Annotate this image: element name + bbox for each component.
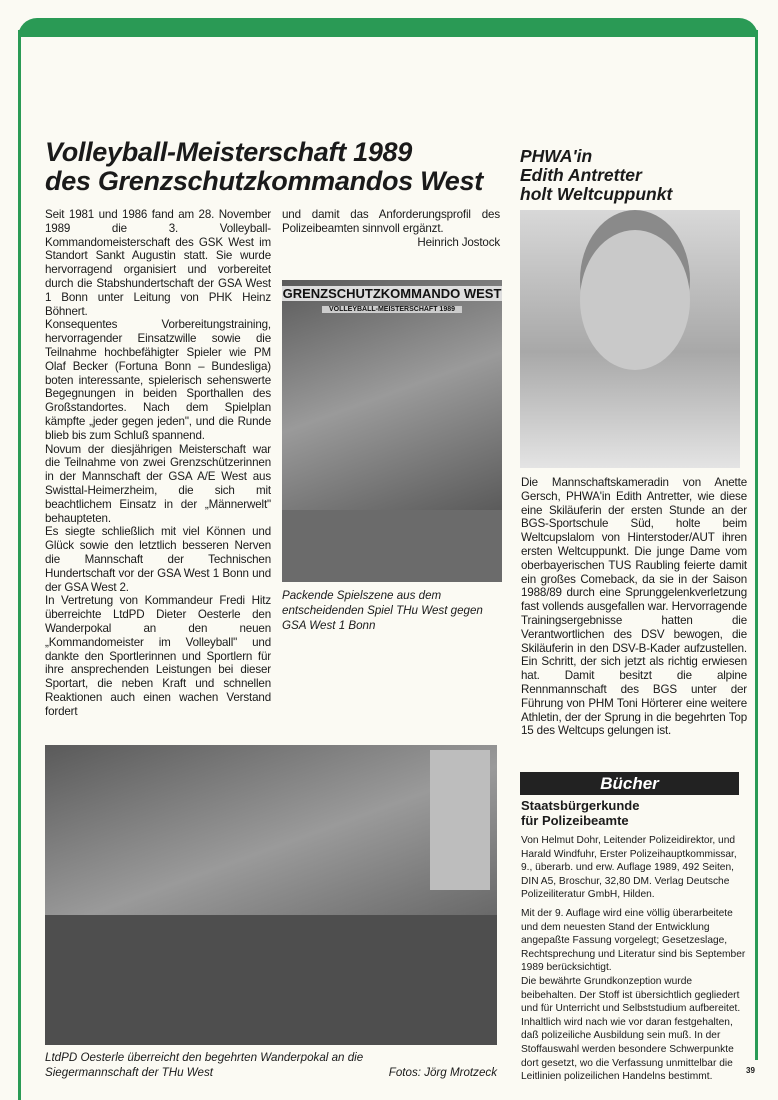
side-article-title: [520, 147, 750, 204]
page-number: 39: [746, 1066, 755, 1075]
green-frame-right: [755, 30, 758, 1060]
books-section-header: Bücher: [520, 772, 739, 795]
photo-floor: [282, 510, 502, 582]
paragraph: Novum der diesjährigen Meisterschaft war die Teilnahme von zwei Grenzschützerinnen in der Mannschaft der GSA A/E West aus Swisttal-Heimerzheim, die sich mit beachtlichem Einsatz in der „Männerwelt" behaupteten.: [45, 442, 271, 525]
photo-banner: VOLLEYBALL-MEISTERSCHAFT 1989: [322, 306, 462, 313]
paragraph: Die bewährte Grundkonzeption wurde beibehalten. Der Stoff ist übersichtlich gegliedert und für Unterricht und Selbststudium aufbereitet. Inhaltlich wird nach wie vor daran festgehalten, daß polizeiliche Ausbildung sein muß. In der Stoffauswahl werden besondere Schwerpunkte dort gesetzt, wo die Verfassung unmittelbar die Leitlinien polizeilichen Handelns bestimmt.: [521, 975, 741, 1083]
article-title: [45, 138, 515, 196]
article-column-2: [282, 208, 500, 249]
title-line: Edith Antretter: [520, 165, 642, 185]
title-line: holt Weltcuppunkt: [520, 184, 673, 204]
paragraph: und damit das Anforderungsprofil des Polizeibeamten sinnvoll ergänzt.: [282, 208, 500, 235]
title-line: für Polizeibeamte: [521, 813, 629, 828]
portrait-photo: [520, 210, 740, 468]
photo-banner: GRENZSCHUTZKOMMANDO WEST: [282, 286, 502, 301]
green-frame-left: [18, 30, 21, 1100]
title-line: des Grenzschutzkommandos West: [45, 166, 483, 196]
green-frame-top: [18, 18, 758, 37]
volleyball-match-photo: [282, 280, 502, 582]
paragraph: Die Mannschaftskameradin von Anette Gersch, PHWA'in Edith Antretter, wie diese eine Skiläuferin der ersten Stunde an der BGS-Sportschule Süd, holte beim Weltcupslalom von Hinterstoder/AUT ihren ersten Weltcuppunkt. Die junge Dame vom oberbayerischen TUS Raubling feierte damit ein großes Comeback, da sie in der Saison 1988/89 durch eine Sprunggelenkverletzung fast vollends ausgefallen war. Hervorragende Trainingsergebnisse hatten die Verantwortlichen des DSV bewogen, die Skiläuferin in den DSV-B-Kader aufzustellen. Ein Schritt, der sich jetzt als richtig erwiesen hat. Damit besitzt die alpine Rennmannschaft des BGS unter der Führung von PHM Toni Hörterer eine weitere Athletin, der der Sprung in die begehrten Top 15 des Weltcups gelungen ist.: [521, 476, 747, 738]
title-line: Staatsbürgerkunde: [521, 798, 640, 813]
paragraph: Konsequentes Vorbereitungstraining, hervorragender Einsatzwille sowie die Teilnahme hochbefähigter Spieler wie PM Olaf Becker (Fortuna Bonn – Bundesliga) boten interessante, spielerisch sehenswerte Begegnungen in beiden Sporthallen des Großstandortes. Nach dem Spielplan kämpfte „jeder gegen jeden", und die Runde blieb bis zum Schluß spannend.: [45, 318, 271, 442]
paragraph: In Vertretung von Kommandeur Fredi Hitz überreichte LtdPD Dieter Oesterle den Wanderpokal an den neuen „Kommandomeister im Volleyball" und dankte den Sportlerinnen und Sportlern für ihre ansprechenden Leistungen bei dieser Sportart, die neben Kraft und schnellen Reaktionen auch einen wachen Verstand fordert: [45, 594, 271, 718]
trophy-ceremony-photo: [45, 745, 497, 1045]
photo-floor: [45, 915, 497, 1045]
photo-caption: Packende Spielszene aus dem entscheidenden Spiel THu West gegen GSA West 1 Bonn: [282, 589, 483, 632]
title-line: Volleyball-Meisterschaft 1989: [45, 137, 412, 167]
coat-of-arms-banner: [430, 750, 490, 890]
frame-inner: [21, 37, 755, 57]
book-meta: Von Helmut Dohr, Leitender Polizeidirektor, und Harald Windfuhr, Erster Polizeihauptkommissar, 9., überarb. und erw. Auflage 1989, 492 Seiten, DIN A5, Broschur, 32,80 DM. Verlag Deutsche Polizeiliteratur GmbH, Hilden.: [521, 835, 737, 901]
article-column-1: [45, 208, 271, 718]
book-review: [521, 834, 749, 1089]
photo-credit: Fotos: Jörg Mrotzeck: [388, 1066, 497, 1079]
photo-caption: LtdPD Oesterle überreicht den begehrten Wanderpokal an die Siegermannschaft der THu West: [45, 1051, 364, 1079]
side-article-text: [521, 476, 747, 738]
title-line: PHWA'in: [520, 146, 593, 166]
paragraph: Es siegte schließlich mit viel Können und Glück sowie den letztlich besseren Nerven die Mannschaft der Technischen Hundertschaft vor der GSA West 1 Bonn und der GSA West 2.: [45, 525, 271, 594]
book-title: [521, 798, 741, 828]
portrait-face: [580, 230, 690, 370]
author: Heinrich Jostock: [417, 235, 500, 249]
paragraph: Seit 1981 und 1986 fand am 28. November 1989 die 3. Volleyball-Kommandomeisterschaft des GSK West im Standort Sankt Augustin statt. Sie wurde hervorragend organisiert und vorbereitet durch die Stabshundertschaft der GSA West 1 Bonn unter Leitung von PHK Heinz Böhnert.: [45, 208, 271, 318]
paragraph: Mit der 9. Auflage wird eine völlig überarbeitete und dem neuesten Stand der Entwicklung angepaßte Fassung vorgelegt; Gesetzeslage, Rechtsprechung und Literatur sind bis September 1989 berücksichtigt.: [521, 907, 746, 974]
